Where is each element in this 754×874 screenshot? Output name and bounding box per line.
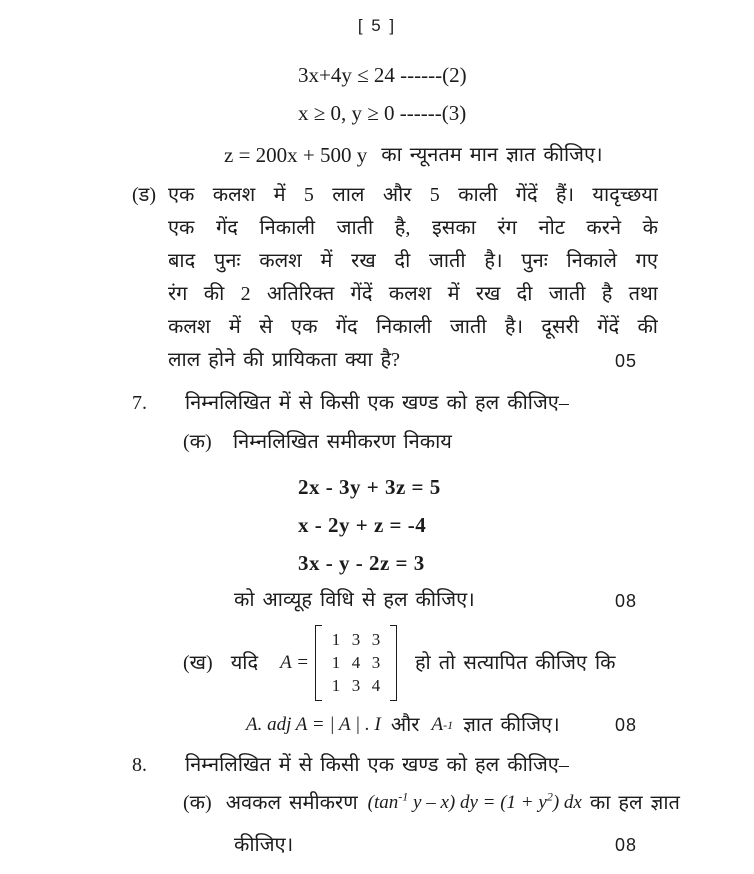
part-da-line-1: एक कलश में 5 लाल और 5 काली गेंदें हैं। यादृच्छया <box>168 184 658 206</box>
q7-ka-outro: को आव्यूह विधि से हल कीजिए। <box>234 589 475 611</box>
part-da-marks: 05 <box>615 351 638 371</box>
matrix-cell: 1 <box>331 676 341 695</box>
diffeq-fragment: (tan <box>367 792 399 813</box>
q7-kha-inverse-base: A <box>431 714 444 735</box>
matrix-cell: 1 <box>331 653 341 672</box>
q7-kha-then-text: हो तो सत्यापित कीजिए कि <box>414 652 616 674</box>
lp-objective-line <box>224 142 603 168</box>
lp-constraint-2: 3x+4y ≤ 24 ------(2) <box>298 63 467 87</box>
question-7-text: निम्नलिखित में से किसी एक खण्ड को हल कीजिए– <box>185 392 569 414</box>
q7-ka-equation-1: 2x - 3y + 3z = 5 <box>298 475 441 499</box>
q7-kha-if-word: यदि <box>230 652 259 674</box>
q7-kha-task: ज्ञात कीजिए। <box>463 714 560 736</box>
q8-ka-marks: 08 <box>615 835 638 855</box>
matrix-cell: 4 <box>351 653 361 672</box>
q7-kha-verify-line: A. adj A = | A | . I और A -1 ज्ञात कीजिए। <box>246 714 560 736</box>
q7-ka-label: (क) <box>183 431 212 453</box>
question-7-number: 7. <box>132 392 147 414</box>
question-8-number: 8. <box>132 754 147 776</box>
matrix-a <box>315 625 397 701</box>
q7-kha-matrix-lhs: A = <box>280 652 309 673</box>
part-da-line-4: रंग की 2 अतिरिक्त गेंदें कलश में रख दी जाती है तथा <box>168 283 658 305</box>
lp-objective-expression: z = 200x + 500 y <box>224 143 368 167</box>
diffeq-exponent: 2 <box>546 789 553 804</box>
diffeq-fragment: ) dx <box>552 792 582 813</box>
q8-ka-cont: कीजिए। <box>234 834 294 856</box>
matrix-cell: 3 <box>371 653 381 672</box>
q8-ka-post: का हल ज्ञात <box>589 792 680 814</box>
page-number: [ 5 ] <box>357 16 397 35</box>
part-da-label: (ड) <box>132 184 157 206</box>
q7-kha-verify-eq: A. adj A = | A | . I <box>246 714 381 735</box>
q7-kha-and-word: और <box>390 714 420 736</box>
q7-ka-intro: निम्नलिखित समीकरण निकाय <box>233 431 452 453</box>
lp-constraint-3: x ≥ 0, y ≥ 0 ------(3) <box>298 101 467 125</box>
q7-ka-marks: 08 <box>615 591 638 611</box>
matrix-cell: 3 <box>371 630 381 649</box>
part-da-line-5: कलश में से एक गेंद निकाली जाती है। दूसरी गेंदें की <box>168 316 658 338</box>
q7-kha-label: (ख) <box>183 652 213 674</box>
q7-kha-line <box>183 621 616 705</box>
part-da-line-6: लाल होने की प्रायिकता क्या है? <box>168 349 400 371</box>
matrix-cell: 3 <box>351 676 361 695</box>
q7-kha-marks: 08 <box>615 715 638 735</box>
matrix-cell: 1 <box>331 630 341 649</box>
diffeq-exponent: -1 <box>398 789 409 804</box>
q8-ka-diffeq <box>368 790 590 816</box>
q8-ka-pre: अवकल समीकरण <box>225 792 358 814</box>
lp-objective-task: का न्यूनतम मान ज्ञात कीजिए। <box>381 144 603 166</box>
q7-ka-equation-3: 3x - y - 2z = 3 <box>298 551 425 575</box>
matrix-cell: 4 <box>371 676 381 695</box>
part-da-line-3: बाद पुनः कलश में रख दी जाती है। पुनः निकाले गए <box>168 250 658 272</box>
part-da-line-2: एक गेंद निकाली जाती है, इसका रंग नोट करने के <box>168 217 658 239</box>
question-8-text: निम्नलिखित में से किसी एक खण्ड को हल कीजिए– <box>185 754 569 776</box>
q8-ka-line <box>183 790 680 816</box>
matrix-cell: 3 <box>351 630 361 649</box>
diffeq-fragment: y – x) dy = (1 + y <box>408 792 547 813</box>
q7-ka-equation-2: x - 2y + z = -4 <box>298 513 427 537</box>
q8-ka-label: (क) <box>183 792 212 814</box>
